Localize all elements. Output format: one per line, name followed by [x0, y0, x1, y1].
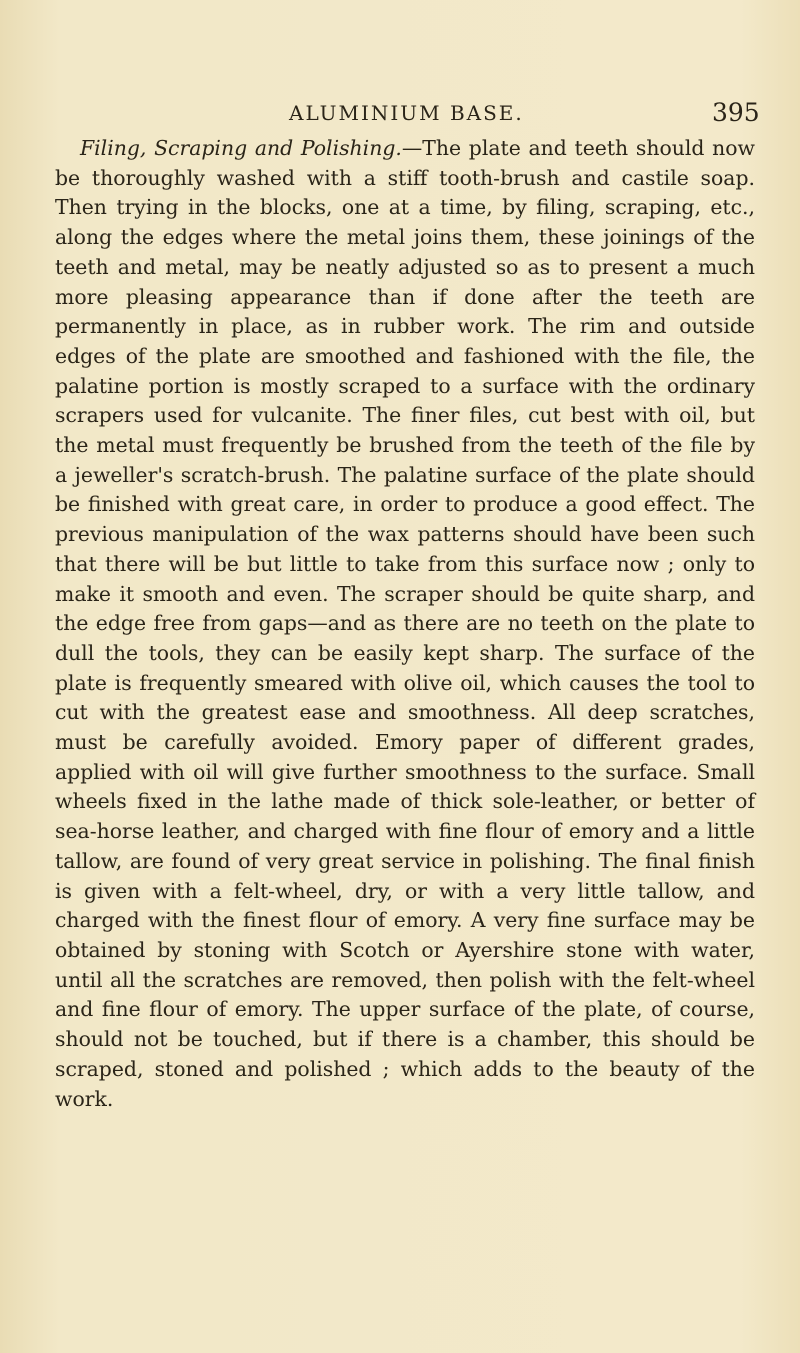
page-number: 395 — [712, 98, 760, 127]
paragraph-text: —The plate and teeth should now be thoroughly washed with a stiff tooth-brush and castile soap. Then trying in the blocks, one at a time, by filing, scraping, etc., along the edges where the metal joins them, these joinings of the teeth and metal, may be neatly adjusted so as to present a much more pleasing appearance than if done after the teeth are permanently in place, as in rubber work. The rim and outside edges of the plate are smoothed and fashioned with the file, the palatine portion is mostly scraped to a surface with the ordinary scrapers used for vulcanite. The finer files, cut best with oil, but the metal must frequently be brushed from the teeth of the file by a jeweller's scratch-brush. The palatine surface of the plate should be finished with great care, in order to produce a good effect. The previous manipulation of the wax patterns should have been such that there will be but little to take from this surface now ; only to make it smooth and even. The scraper should be quite sharp, and the edge free from gaps—and as there are no teeth on the plate to dull the tools, they can be easily kept sharp. The surface of the plate is frequently smeared with olive oil, which causes the tool to cut with the greatest ease and smoothness. All deep scratches, must be carefully avoided. Emory paper of different grades, applied with oil will give further smoothness to the surface. Small wheels fixed in the lathe made of thick sole-leather, or better of sea-horse leather, and charged with fine flour of emory and a little tallow, are found of very great service in polishing. The final finish is given with a felt-wheel, dry, or with a very little tallow, and charged with the finest flour of emory. A very fine surface may be obtained by stoning with Scotch or Ayershire stone with water, until all the scratches are removed, then polish with the felt-wheel and fine flour of emory. The upper surface of the plate, of course, should not be touched, but if there is a chamber, this should be scraped, stoned and polished ; which adds to the beauty of the work. — [55, 136, 755, 1111]
paragraph-heading: Filing, Scraping and Polishing. — [80, 136, 402, 160]
body-paragraph — [55, 134, 755, 1114]
running-title: ALUMINIUM BASE. — [289, 101, 524, 125]
running-head — [0, 96, 800, 130]
